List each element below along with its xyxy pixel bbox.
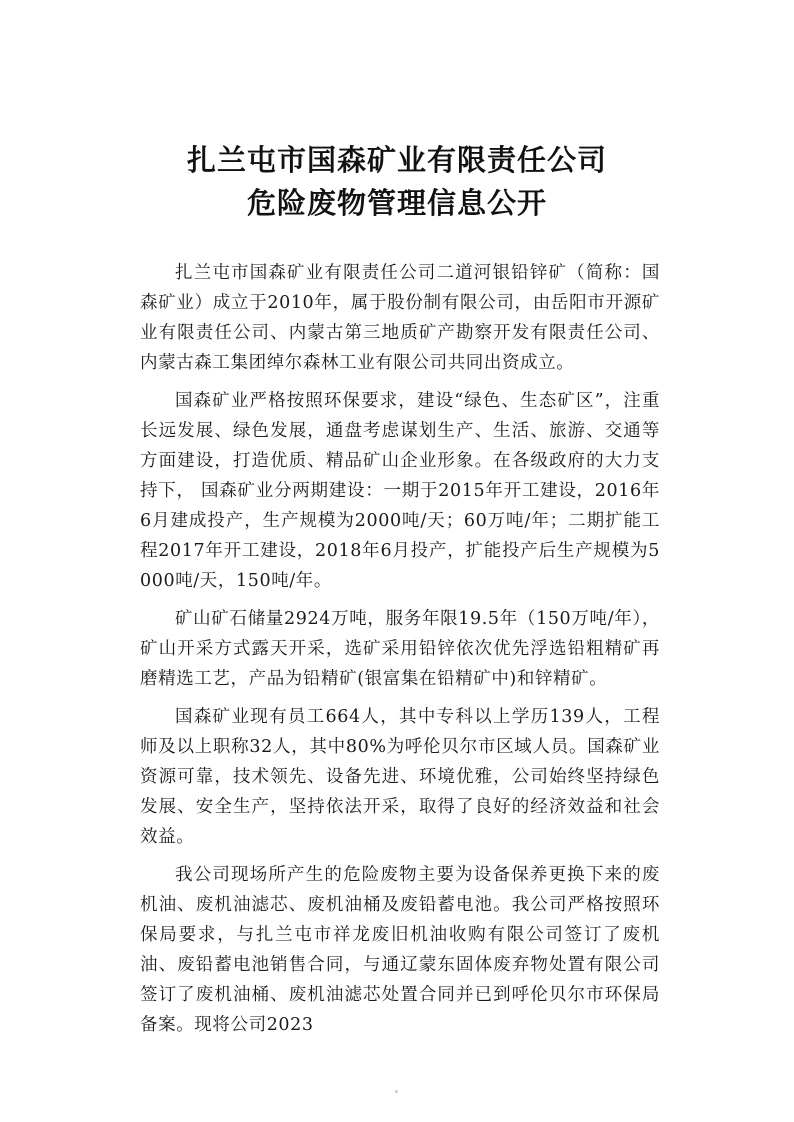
document-title-line-1: 扎兰屯市国森矿业有限责任公司 [186, 143, 607, 177]
paragraph-construction: 国森矿业严格按照环保要求，建设“绿色、生态矿区”，注重长远发展、绿色发展，通盘考虑谋划生产、生活、旅游、交通等方面建设，打造优质、精品矿山企业形象。在各级政府的大力支持下， 国森矿业分两期建设：一期于2015年开工建设，2016年6月建成投产，生产规模为2000吨/天；60万吨/年；二期扩能工程2017年开工建设，2018年6月投产，扩能投产后生产规模为5000吨/天，150吨/年。 [140, 391, 660, 591]
paragraph-ore-reserve: 矿山矿石储量2924万吨，服务年限19.5年（150万吨/年），矿山开采方式露天开采，选矿采用铅锌依次优先浮选铅粗精矿再磨精选工艺，产品为铅精矿(银富集在铅精矿中)和锌精矿。 [140, 609, 660, 689]
document-title-line-2: 危险废物管理信息公开 [246, 186, 547, 220]
paragraph-hazardous-waste: 我公司现场所产生的危险废物主要为设备保养更换下来的废机油、废机油滤芯、废机油桶及废铅蓄电池。我公司严格按照环保局要求，与扎兰屯市祥龙废旧机油收购有限公司签订了废机油、废铅蓄电池销售合同，与通辽蒙东固体废弃物处置有限公司签订了废机油桶、废机油滤芯处置合同并已到呼伦贝尔市环保局备案。现将公司2023 [140, 865, 660, 1035]
paragraph-company-intro: 扎兰屯市国森矿业有限责任公司二道河银铅锌矿（简称：国森矿业）成立于2010年，属于股份制有限公司，由岳阳市开源矿业有限责任公司、内蒙古第三地质矿产勘察开发有限责任公司、内蒙古森工集团绰尔森林工业有限公司共同出资成立。 [140, 263, 660, 373]
page-marker-dot [395, 1090, 398, 1093]
paragraph-staff: 国森矿业现有员工664人，其中专科以上学历139人，工程师及以上职称32人，其中80%为呼伦贝尔市区域人员。国森矿业资源可靠，技术领先、设备先进、环境优雅，公司始终坚持绿色发展、安全生产，坚持依法开采，取得了良好的经济效益和社会效益。 [140, 707, 660, 847]
document-body [140, 258, 660, 1048]
